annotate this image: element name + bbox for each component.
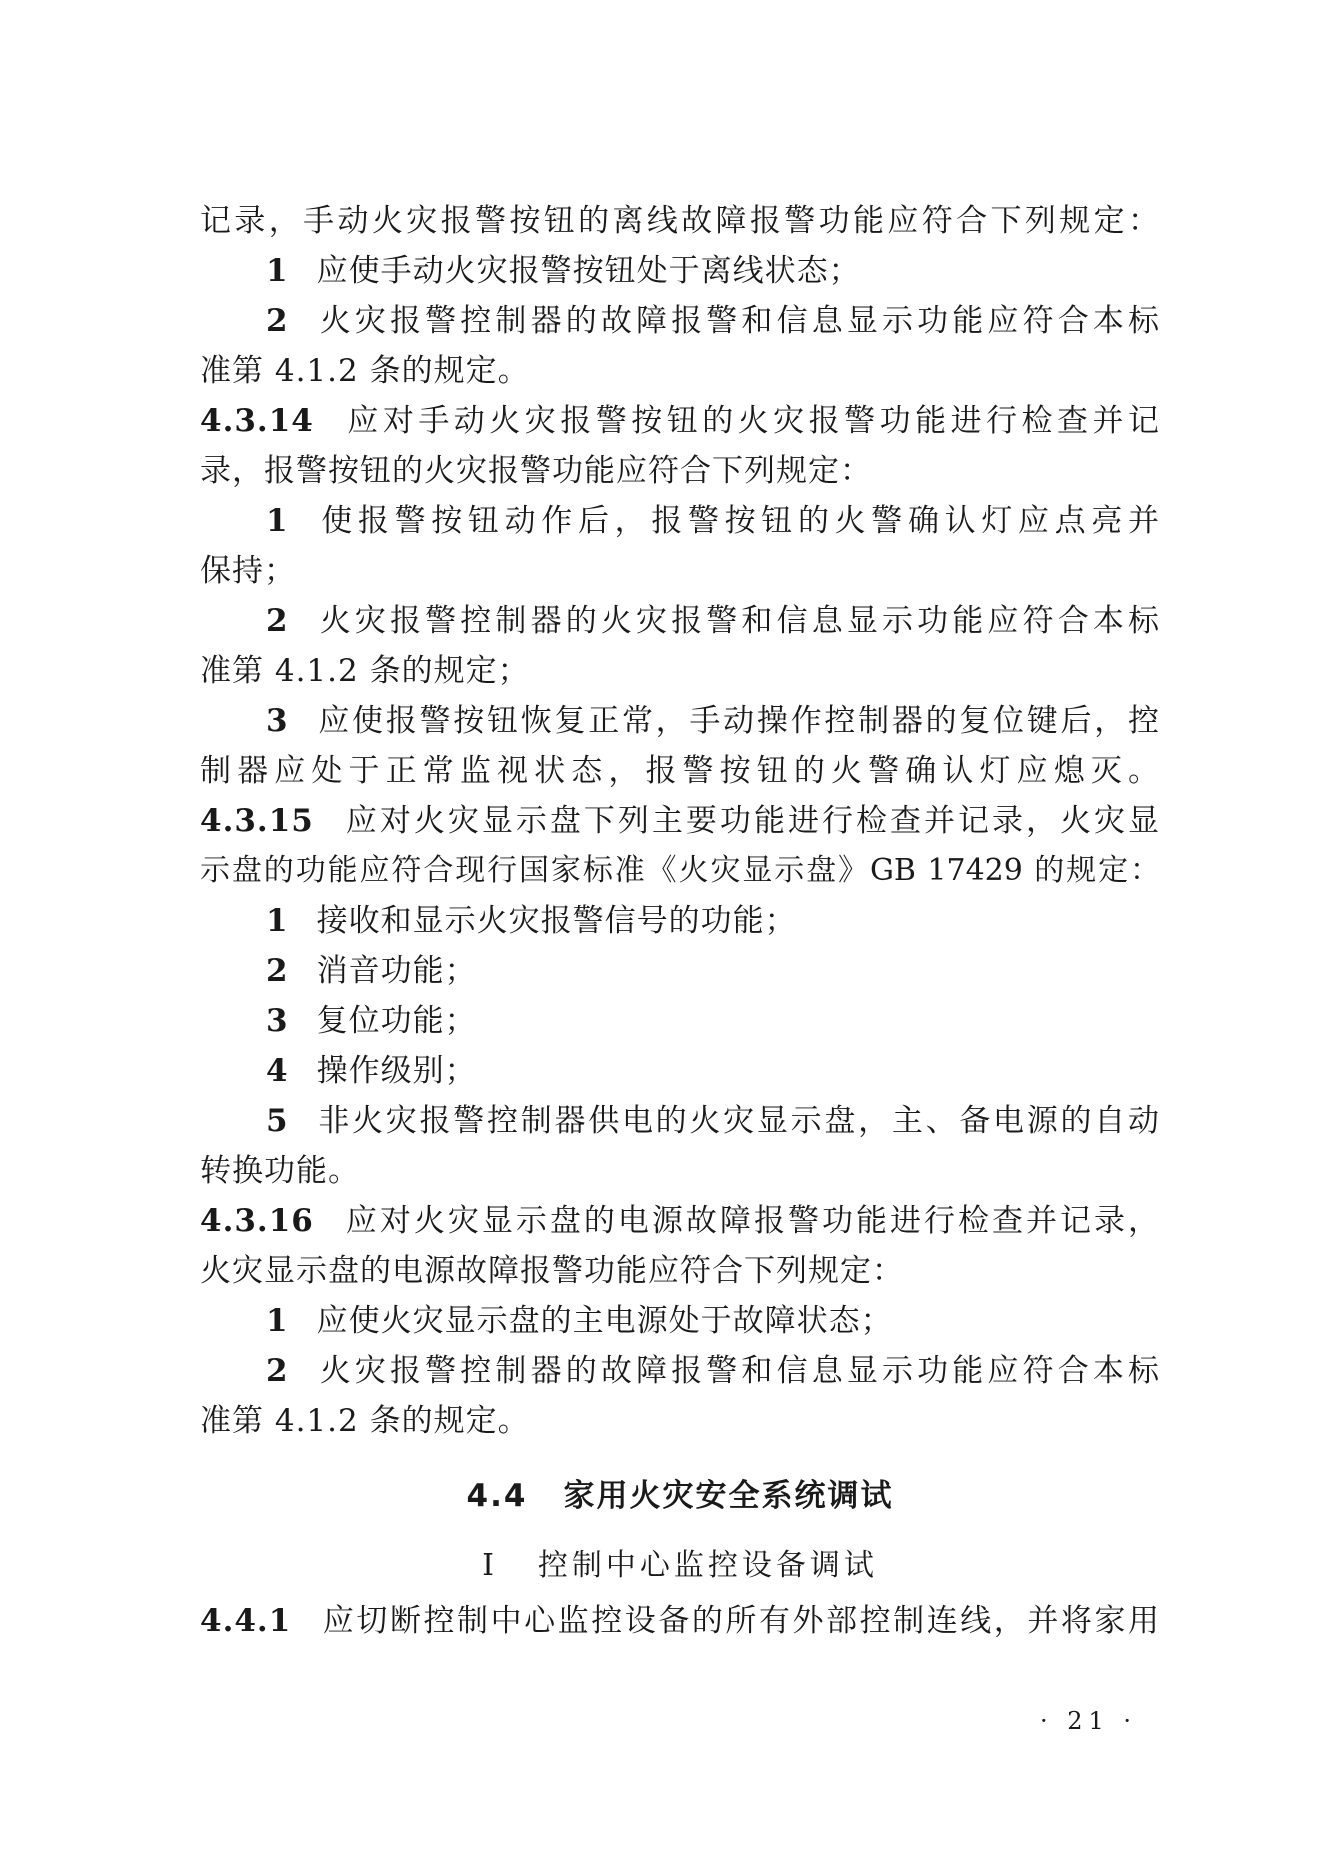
clause-line: 4.3.15 应对火灾显示盘下列主要功能进行检查并记录，火灾显 <box>200 803 1160 839</box>
text-line: 制器应处于正常监视状态，报警按钮的火警确认灯应熄灭。 <box>200 753 1160 789</box>
text-line: 火灾显示盘的电源故障报警功能应符合下列规定： <box>200 1253 904 1289</box>
text-line: 转换功能。 <box>200 1153 360 1189</box>
list-item: 1 使报警按钮动作后，报警按钮的火警确认灯应点亮并 <box>266 503 1160 539</box>
text-line: 记录，手动火灾报警按钮的离线故障报警功能应符合下列规定： <box>200 203 1160 239</box>
list-item: 2 火灾报警控制器的故障报警和信息显示功能应符合本标 <box>266 303 1160 339</box>
item-number: 2 <box>266 603 289 639</box>
clause-line: 4.3.14 应对手动火灾报警按钮的火灾报警功能进行检查并记 <box>200 403 1160 439</box>
list-item: 1 应使火灾显示盘的主电源处于故障状态； <box>266 1303 893 1339</box>
text-line: 录，报警按钮的火灾报警功能应符合下列规定： <box>200 453 872 489</box>
item-number: 1 <box>266 253 289 289</box>
item-number: 2 <box>266 303 289 339</box>
item-number: 2 <box>266 953 289 989</box>
item-number: 1 <box>266 903 289 939</box>
item-number: 2 <box>266 1353 289 1389</box>
list-item: 1 接收和显示火灾报警信号的功能； <box>266 903 797 939</box>
clause-number: 4.3.16 <box>200 1203 314 1239</box>
list-item: 2 火灾报警控制器的故障报警和信息显示功能应符合本标 <box>266 1353 1160 1389</box>
clause-number: 4.3.15 <box>200 803 314 839</box>
subsection-number: Ⅰ <box>482 1548 498 1583</box>
page-number: · 21 · <box>1040 1707 1138 1735</box>
subsection-heading <box>200 1541 1160 1591</box>
clause-number: 4.3.14 <box>200 403 314 439</box>
text-line: 准第 4.1.2 条的规定。 <box>200 353 530 389</box>
clause-number: 4.4.1 <box>200 1603 292 1639</box>
list-item: 1 应使手动火灾报警按钮处于离线状态； <box>266 253 861 289</box>
clause-line: 4.4.1 应切断控制中心监控设备的所有外部控制连线，并将家用 <box>200 1603 1160 1639</box>
list-item: 5 非火灾报警控制器供电的火灾显示盘，主、备电源的自动 <box>266 1103 1160 1139</box>
item-number: 3 <box>266 1003 289 1039</box>
subsection-title: 控制中心监控设备调试 <box>537 1548 878 1583</box>
list-item: 3 应使报警按钮恢复正常，手动操作控制器的复位键后，控 <box>266 703 1160 739</box>
list-item: 2 火灾报警控制器的火灾报警和信息显示功能应符合本标 <box>266 603 1160 639</box>
list-item: 2 消音功能； <box>266 953 477 989</box>
list-item: 3 复位功能； <box>266 1003 477 1039</box>
item-number: 3 <box>266 703 289 739</box>
list-item: 4 操作级别； <box>266 1053 477 1089</box>
text-line: 准第 4.1.2 条的规定。 <box>200 1403 530 1439</box>
clause-line: 4.3.16 应对火灾显示盘的电源故障报警功能进行检查并记录， <box>200 1203 1160 1239</box>
section-title: 家用火灾安全系统调试 <box>563 1478 894 1514</box>
text-line: 保持； <box>200 553 296 589</box>
item-number: 5 <box>266 1103 289 1139</box>
text-line: 准第 4.1.2 条的规定； <box>200 653 530 689</box>
item-number: 1 <box>266 503 289 539</box>
section-heading <box>200 1471 1160 1521</box>
item-number: 4 <box>266 1053 289 1089</box>
item-number: 1 <box>266 1303 289 1339</box>
text-line: 示盘的功能应符合现行国家标准《火灾显示盘》GB 17429 的规定： <box>200 853 1160 888</box>
section-number: 4.4 <box>466 1478 528 1514</box>
